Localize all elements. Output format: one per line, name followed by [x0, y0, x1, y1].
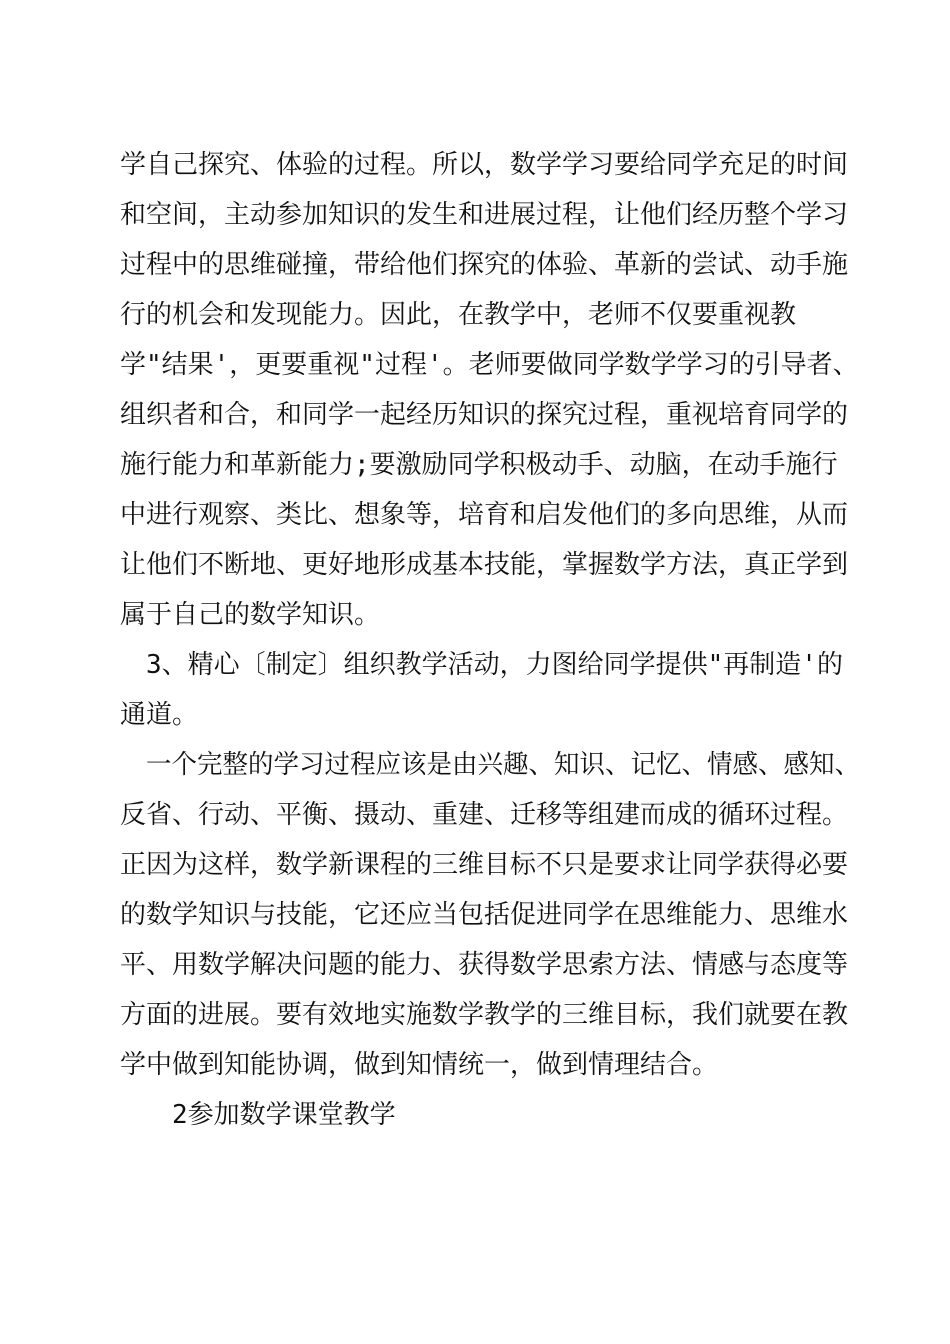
- text-line: 行的机会和发现能力。因此，在教学中，老师不仅要重视教: [120, 300, 797, 330]
- text-line: 和空间，主动参加知识的发生和进展过程，让他们经历整个学习: [120, 200, 849, 230]
- text-line: 方面的进展。要有效地实施数学教学的三维目标，我们就要在教: [120, 1000, 849, 1030]
- text-line: 属于自己的数学知识。: [120, 600, 381, 630]
- text-line: 学"结果'，更要重视"过程'。老师要做同学数学学习的引导者、: [120, 350, 859, 380]
- text-line: 学中做到知能协调，做到知情统一，做到情理结合。: [120, 1050, 719, 1080]
- text-line: 学自己探究、体验的过程。所以，数学学习要给同学充足的时间: [120, 150, 849, 180]
- text-line: 组织者和合，和同学一起经历知识的探究过程，重视培育同学的: [120, 400, 849, 430]
- text-line: 施行能力和革新能力;要激励同学积极动手、动脑，在动手施行: [120, 450, 838, 480]
- text-line: 平、用数学解决问题的能力、获得数学思索方法、情感与态度等: [120, 950, 849, 980]
- section-heading-2: 2参加数学课堂教学: [172, 1100, 396, 1130]
- text-line: 中进行观察、类比、想象等，培育和启发他们的多向思维，从而: [120, 500, 849, 530]
- text-line: 让他们不断地、更好地形成基本技能，掌握数学方法，真正学到: [120, 550, 849, 580]
- text-line: 正因为这样，数学新课程的三维目标不只是要求让同学获得必要: [120, 850, 849, 880]
- paragraph-first-line: 一个完整的学习过程应该是由兴趣、知识、记忆、情感、感知、: [146, 750, 861, 780]
- text-line: 的数学知识与技能，它还应当包括促进同学在思维能力、思维水: [120, 900, 849, 930]
- section-heading-3: 3、精心〔制定〕组织教学活动，力图给同学提供"再制造'的: [146, 650, 843, 680]
- text-line: 过程中的思维碰撞，带给他们探究的体验、革新的尝试、动手施: [120, 250, 849, 280]
- text-line: 反省、行动、平衡、摄动、重建、迁移等组建而成的循环过程。: [120, 800, 849, 830]
- text-line: 通道。: [120, 700, 199, 730]
